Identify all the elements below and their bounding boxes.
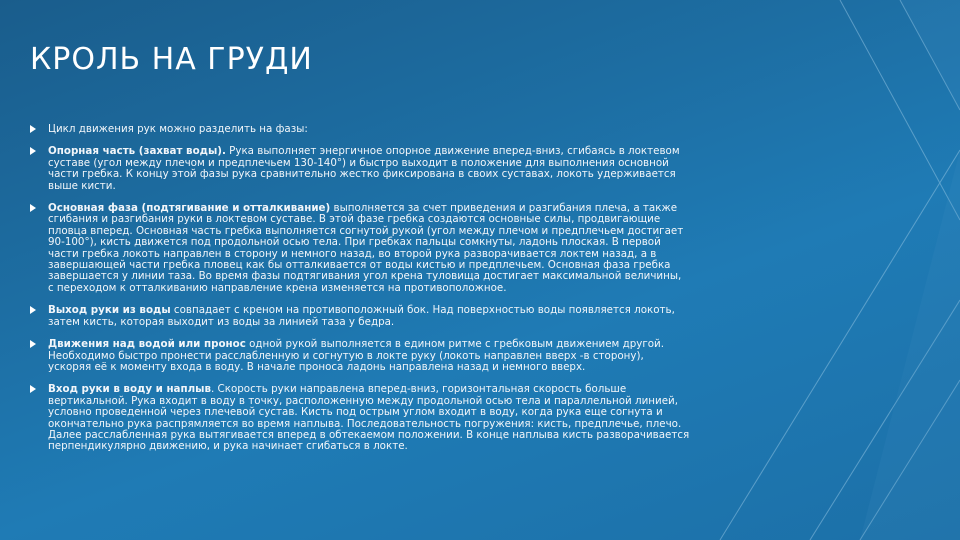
- page-title: КРОЛЬ НА ГРУДИ: [30, 42, 313, 77]
- list-item: [30, 339, 690, 373]
- decorative-lines: [660, 0, 960, 540]
- bullet-text: Цикл движения рук можно разделить на фазы:: [48, 123, 308, 135]
- bullet-list: [30, 124, 690, 464]
- bullet-text: совпадает с креном на противоположный бок. Над поверхностью воды появляется локоть, затем кисть, которая выходит из воды за линией таза у бедра.: [48, 304, 675, 328]
- bullet-arrow-icon: [30, 125, 36, 133]
- bullet-arrow-icon: [30, 147, 36, 155]
- bullet-arrow-icon: [30, 306, 36, 314]
- bullet-text: Рука выполняет энергичное опорное движение вперед-вниз, сгибаясь в локтевом суставе (угол между плечом и предплечьем 130-140°) и быстро выходит в положение для выполнения основной части гребка. К концу этой фазы рука сравнительно жестко фиксирована в своих суставах, локоть удерживается выше кисти.: [48, 145, 680, 192]
- list-item: [30, 305, 690, 328]
- bullet-heading: Вход руки в воду и наплыв: [48, 383, 211, 396]
- bullet-arrow-icon: [30, 204, 36, 212]
- bullet-arrow-icon: [30, 340, 36, 348]
- bullet-text: . Скорость руки направлена вперед-вниз, горизонтальная скорость больше вертикальной. Рука входит в воду в точку, расположенную между продольной осью тела и параллельной линией, условно проведенной через плечевой сустав. Кисть под острым углом входит в воду, когда рука еще согнута и окончательно рука распрямляется во время наплыва. Последовательность погружения: кисть, предплечье, плечо. Далее расслабленная рука вытягивается вперед в обтекаемом положении. В конце наплыва кисть разворачивается перпендикулярно движению, и рука начинает сгибаться в локте.: [48, 383, 690, 453]
- bullet-heading: Движения над водой или пронос: [48, 338, 246, 351]
- bullet-heading: Основная фаза (подтягивание и отталкивание): [48, 202, 331, 215]
- list-item: [30, 146, 690, 192]
- list-item: [30, 384, 690, 452]
- bullet-text: одной рукой выполняется в едином ритме с гребковым движением другой. Необходимо быстро пронести расслабленную и согнутую в локте руку (локоть направлен вверх -в сторону), ускоряя её к моменту входа в воду. В начале проноса ладонь направлена назад и немного вверх.: [48, 338, 665, 373]
- bullet-heading: Выход руки из воды: [48, 304, 171, 317]
- bullet-text: выполняется за счет приведения и разгибания плеча, а также сгибания и разгибания руки в локтевом суставе. В этой фазе гребка создаются основные силы, продвигающие пловца вперед. Основная часть гребка выполняется согнутой рукой (угол между плечом и предплечьем достигает 90-100°), кисть движется под продольной осью тела. При гребках пальцы сомкнуты, ладонь плоская. В первой части гребка локоть направлен в сторону и немного назад, во второй рука разворачивается локтем назад, а в завершающей части гребка пловец как бы отталкивается от воды кистью и предплечьем. Основная фаза гребка завершается у линии таза. Во время фазы подтягивания угол крена туловища достигает максимальной величины, с переходом к отталкиванию направление крена изменяется на противоположное.: [48, 202, 684, 294]
- bullet-arrow-icon: [30, 385, 36, 393]
- list-item: [30, 124, 690, 135]
- bullet-heading: Опорная часть (захват воды).: [48, 145, 226, 158]
- list-item: [30, 203, 690, 294]
